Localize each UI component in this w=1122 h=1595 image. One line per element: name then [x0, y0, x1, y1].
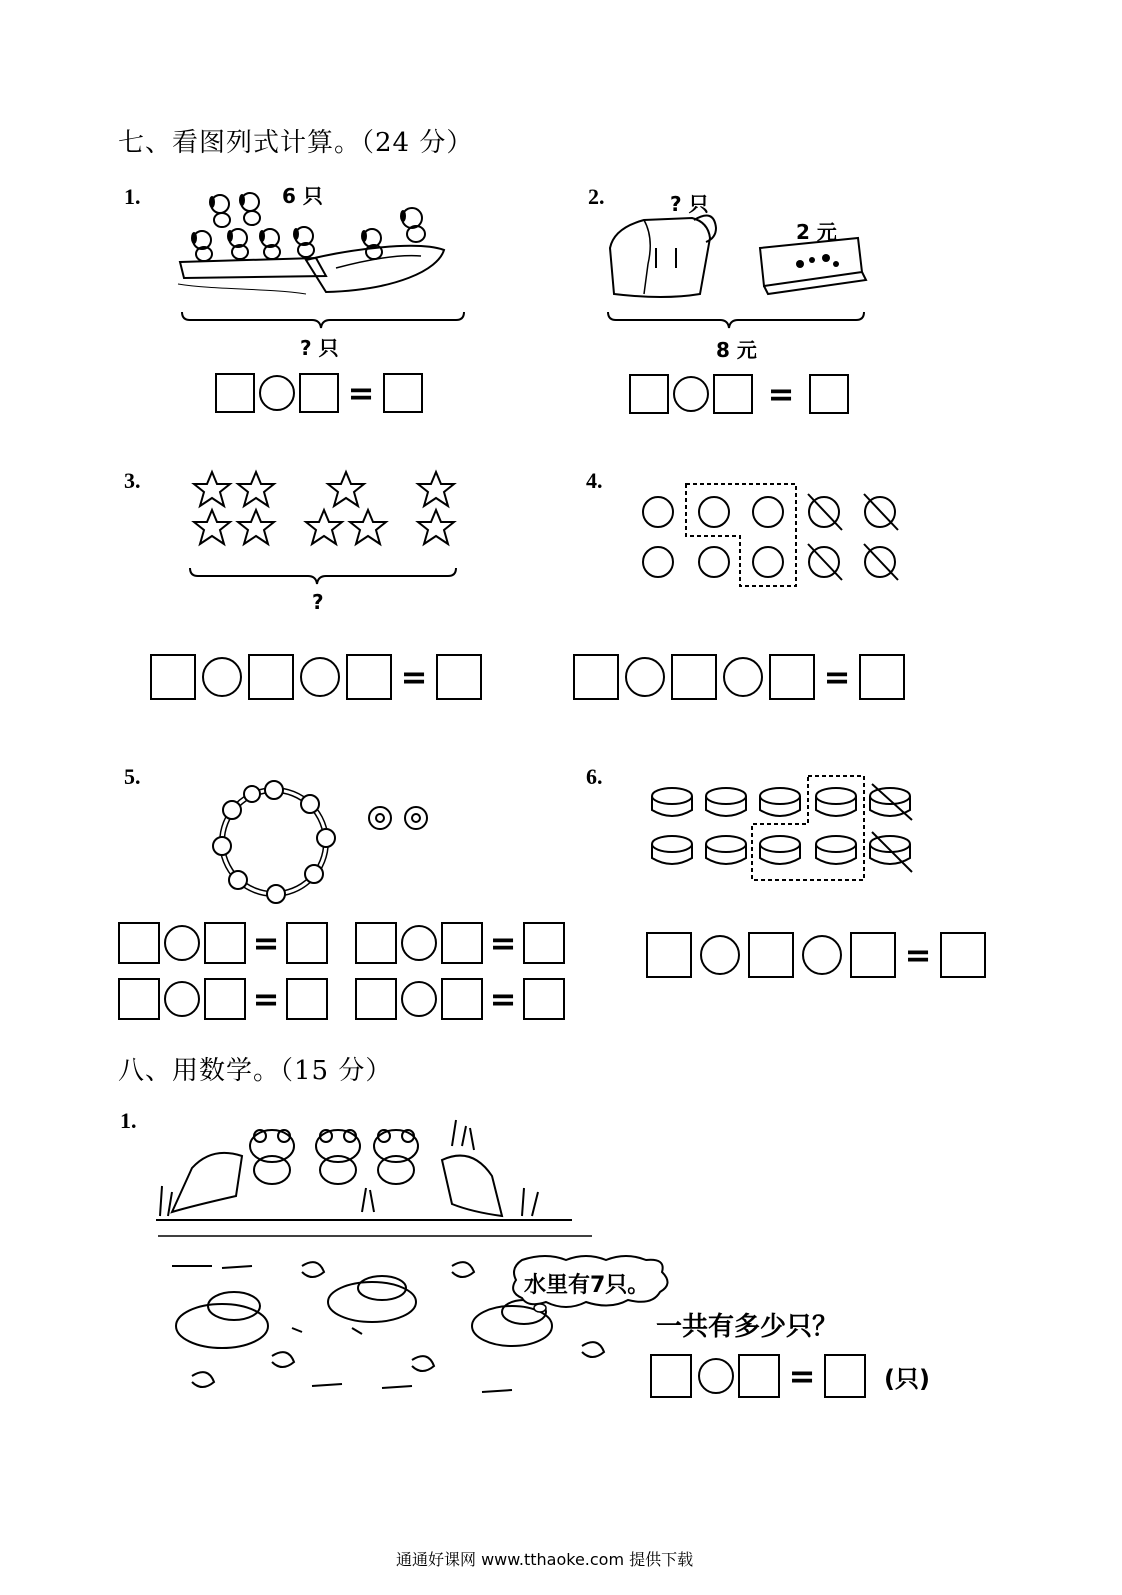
equals-sign: =	[767, 375, 795, 413]
answer-box[interactable]	[646, 932, 692, 978]
answer-box[interactable]	[355, 978, 397, 1020]
q2-box-label: 2 元	[796, 220, 837, 244]
answer-box[interactable]	[713, 374, 753, 414]
operator-circle[interactable]	[401, 981, 437, 1017]
answer-box[interactable]	[204, 978, 246, 1020]
equals-sign: =	[823, 658, 851, 696]
q1-top-label: 6 只	[282, 184, 323, 208]
footer-credit: 通通好课网 www.tthaoke.com 提供下载	[396, 1550, 694, 1569]
equals-sign: =	[400, 658, 428, 696]
answer-box[interactable]	[940, 932, 986, 978]
q4-equation	[573, 654, 905, 700]
answer-box[interactable]	[738, 1354, 780, 1398]
answer-box[interactable]	[346, 654, 392, 700]
q3-equation	[150, 654, 482, 700]
operator-circle[interactable]	[164, 981, 200, 1017]
operator-circle[interactable]	[164, 925, 200, 961]
section-7-title: 七、看图列式计算。（24 分）	[118, 128, 474, 158]
answer-box[interactable]	[748, 932, 794, 978]
answer-box[interactable]	[150, 654, 196, 700]
operator-circle[interactable]	[802, 935, 842, 975]
s8-q1-number: 1.	[120, 1108, 137, 1133]
q4-circles-illustration	[636, 480, 906, 590]
answer-box[interactable]	[441, 978, 483, 1020]
answer-box[interactable]	[204, 922, 246, 964]
answer-box[interactable]	[118, 978, 160, 1020]
answer-box[interactable]	[859, 654, 905, 700]
operator-circle[interactable]	[673, 376, 709, 412]
q6-coins-illustration	[644, 774, 924, 884]
operator-circle[interactable]	[401, 925, 437, 961]
q5-equation-4	[355, 978, 565, 1020]
q1-number: 1.	[124, 184, 141, 209]
q2-bag-label: ? 只	[670, 192, 709, 216]
q4-number: 4.	[586, 468, 603, 493]
q3-number: 3.	[124, 468, 141, 493]
equals-sign: =	[252, 924, 280, 962]
q5-number: 5.	[124, 764, 141, 789]
answer-box[interactable]	[824, 1354, 866, 1398]
answer-box[interactable]	[850, 932, 896, 978]
answer-box[interactable]	[355, 922, 397, 964]
answer-box[interactable]	[769, 654, 815, 700]
equals-sign: =	[788, 1357, 816, 1395]
answer-box[interactable]	[573, 654, 619, 700]
operator-circle[interactable]	[625, 657, 665, 697]
q6-number: 6.	[586, 764, 603, 789]
q1-dogs-boat-illustration	[176, 180, 466, 310]
s8-q1-question: 一共有多少只？	[656, 1312, 839, 1342]
section-8-title: 八、用数学。（15 分）	[118, 1056, 393, 1086]
answer-box[interactable]	[436, 654, 482, 700]
q2-bag-pencilcase-illustration	[604, 208, 868, 328]
answer-box[interactable]	[629, 374, 669, 414]
s8-q1-unit: (只)	[884, 1364, 930, 1393]
equals-sign: =	[347, 374, 375, 412]
q2-total-label: 8 元	[716, 338, 757, 362]
operator-circle[interactable]	[700, 935, 740, 975]
q6-equation	[646, 932, 986, 978]
answer-box[interactable]	[248, 654, 294, 700]
operator-circle[interactable]	[698, 1358, 734, 1394]
q1-bottom-label: ? 只	[300, 336, 339, 360]
q5-bead-ring-illustration	[210, 776, 440, 906]
answer-box[interactable]	[523, 922, 565, 964]
answer-box[interactable]	[383, 373, 423, 413]
answer-box[interactable]	[286, 978, 328, 1020]
answer-box[interactable]	[809, 374, 849, 414]
answer-box[interactable]	[671, 654, 717, 700]
q3-bottom-label: ?	[312, 590, 324, 614]
equals-sign: =	[252, 980, 280, 1018]
operator-circle[interactable]	[202, 657, 242, 697]
s8-q1-equation	[650, 1354, 930, 1398]
operator-circle[interactable]	[723, 657, 763, 697]
q1-equation	[215, 373, 423, 413]
q5-equation-3	[118, 978, 328, 1020]
answer-box[interactable]	[650, 1354, 692, 1398]
speech-bubble-text: 水里有7只。	[524, 1273, 650, 1298]
q5-equation-1	[118, 922, 328, 964]
equals-sign: =	[489, 924, 517, 962]
answer-box[interactable]	[441, 922, 483, 964]
answer-box[interactable]	[523, 978, 565, 1020]
equals-sign: =	[904, 936, 932, 974]
equals-sign: =	[489, 980, 517, 1018]
answer-box[interactable]	[299, 373, 339, 413]
q3-stars-illustration	[186, 464, 466, 594]
q2-number: 2.	[588, 184, 605, 209]
answer-box[interactable]	[286, 922, 328, 964]
operator-circle[interactable]	[300, 657, 340, 697]
operator-circle[interactable]	[259, 375, 295, 411]
answer-box[interactable]	[118, 922, 160, 964]
q2-equation	[629, 374, 849, 414]
q5-equation-2	[355, 922, 565, 964]
answer-box[interactable]	[215, 373, 255, 413]
